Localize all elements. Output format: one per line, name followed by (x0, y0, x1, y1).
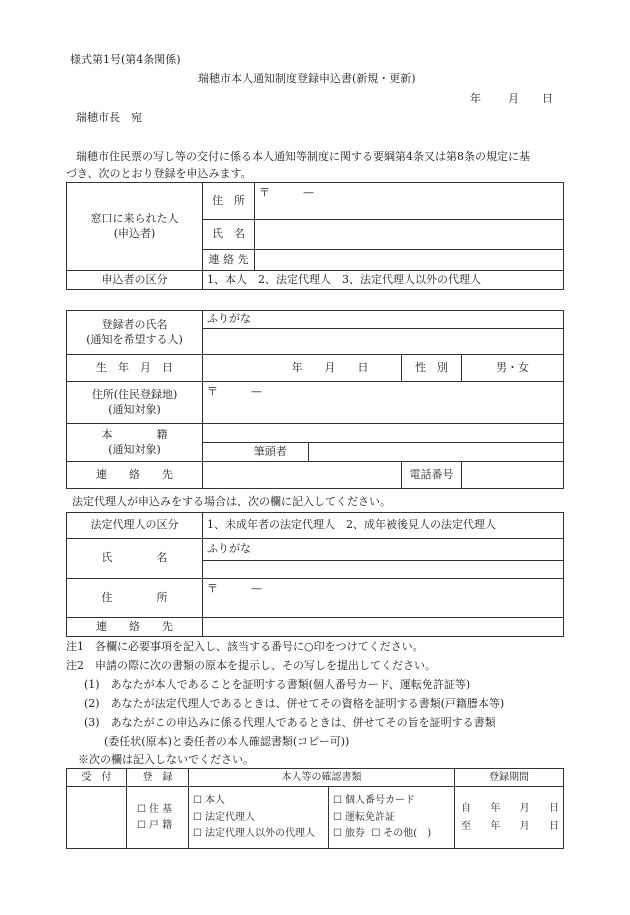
registrant-contact-label: 連 絡 先 (67, 462, 203, 489)
checkbox-icon (193, 828, 205, 839)
registrant-address-label-2: (通知対象) (108, 402, 161, 416)
doc-option-other-label: その他( ) (383, 828, 432, 840)
intro-line-2: づき、次のとおり登録を申込みます。 (66, 167, 252, 180)
doc-option-other-agent-label: 法定代理人以外の代理人 (204, 828, 315, 840)
register-option-juki[interactable] (137, 803, 184, 817)
registrant-postal-mark: 〒 — (207, 385, 262, 398)
registrant-honseki-label (67, 424, 203, 462)
note-2-item-1: (1) あなたが本人であることを証明する書類(個人番号カード、運転免許証等) (84, 678, 471, 691)
office-receipt-header: 受 付 (67, 769, 127, 787)
form-title: 瑞穂市本人通知制度登録申込書(新規・更新) (198, 72, 416, 85)
checkbox-icon (193, 812, 205, 823)
form-number: 様式第1号(第4条関係) (70, 53, 181, 66)
registrant-sex-field[interactable]: 男・女 (462, 355, 564, 382)
period-to-row (461, 820, 559, 834)
registrant-phone-field[interactable] (462, 462, 564, 489)
period-from-row (461, 802, 559, 816)
registrant-phone-label: 電話番号 (402, 462, 462, 489)
period-to-label: 至 (461, 820, 471, 832)
registrant-birth-label: 生 年 月 日 (67, 355, 203, 382)
applicant-name-label: 氏 名 (203, 220, 255, 250)
doc-option-self[interactable] (193, 794, 324, 808)
registrant-honseki-label-2: (通知対象) (108, 442, 161, 456)
legal-rep-name-label: 氏 名 (67, 539, 203, 579)
office-receipt-cell (67, 787, 127, 849)
date-day-label: 日 (542, 92, 553, 105)
legal-rep-contact-label: 連 絡 先 (67, 618, 203, 637)
office-use-table (66, 768, 564, 849)
doc-option-row-3 (333, 827, 450, 841)
registrant-address-field[interactable] (203, 382, 564, 424)
doc-option-other-agent[interactable] (193, 827, 324, 841)
registrant-contact-field[interactable] (203, 462, 402, 489)
office-register-cell (127, 787, 189, 849)
period-to-day: 日 (548, 820, 559, 832)
registrant-address-label (67, 382, 203, 424)
applicant-group-label (67, 183, 203, 271)
intro-line-1: 瑞穂市住民票の写し等の交付に係る本人通知等制度に関する要綱第4条又は第8条の規定に基 (76, 150, 530, 163)
note-2-item-3-detail: (委任状(原本)と委任者の本人確認書類(コピー可)) (104, 735, 350, 748)
registrant-name-field[interactable] (203, 329, 564, 355)
legal-rep-furigana-field[interactable] (203, 539, 564, 561)
doc-option-other[interactable] (371, 828, 431, 839)
applicant-group-label-1: 窓口に来られた人 (90, 211, 179, 225)
date-year-label: 年 (470, 92, 481, 105)
registrant-honseki-field[interactable] (203, 424, 564, 443)
applicant-address-label: 住 所 (203, 183, 255, 220)
doc-option-legal-rep-label: 法定代理人 (204, 811, 255, 823)
legal-rep-category-options[interactable]: 1、未成年者の法定代理人 2、成年被後見人の法定代理人 (203, 513, 564, 539)
legal-rep-furigana-label: ふりがな (207, 542, 251, 556)
checkbox-icon (333, 828, 345, 839)
legal-rep-name-field[interactable] (203, 561, 564, 579)
legal-rep-postal-mark: 〒 — (207, 582, 262, 595)
honseki-blank-cell (203, 443, 233, 462)
office-docs-cell-b (329, 787, 455, 849)
office-use-note: ※次の欄は記入しないでください。 (78, 753, 254, 766)
registrant-birth-field[interactable]: 年 月 日 (203, 355, 402, 382)
registrant-table (66, 310, 564, 489)
addressee: 瑞穂市長 宛 (76, 111, 142, 124)
doc-option-mynumber[interactable] (333, 794, 450, 808)
note-2-item-3: (3) あなたがこの申込みに係る代理人であるときは、併せてその旨を証明する書類 (84, 716, 496, 729)
registrant-name-label-1: 登録者の氏名 (101, 317, 168, 331)
legal-rep-category-label: 法定代理人の区分 (67, 513, 203, 539)
checkbox-icon (333, 812, 345, 823)
note-2-item-2: (2) あなたが法定代理人であるときは、併せてその資格を証明する書類(戸籍謄本等) (84, 697, 505, 710)
registrant-name-label-2: (通知を希望する人) (86, 332, 183, 346)
registrant-honseki-label-1: 本 籍 (101, 427, 168, 441)
registrant-head-label: 筆頭者 (233, 443, 309, 462)
checkbox-icon (137, 820, 149, 831)
register-option-juki-label: 住 基 (148, 803, 173, 815)
doc-option-license-label: 運転免許証 (344, 811, 395, 823)
registrant-sex-label: 性 別 (402, 355, 462, 382)
applicant-category-label: 申込者の区分 (67, 271, 203, 290)
checkbox-icon (371, 828, 383, 839)
applicant-contact-field[interactable] (255, 250, 564, 271)
office-docs-header: 本人等の確認書類 (189, 769, 455, 787)
register-option-koseki[interactable] (137, 819, 184, 833)
office-period-cell (455, 787, 564, 849)
applicant-postal-mark: 〒 — (259, 186, 314, 199)
registrant-furigana-label: ふりがな (207, 312, 251, 326)
applicant-group-label-2: (申込者) (113, 226, 156, 240)
checkbox-icon (333, 795, 345, 806)
doc-option-self-label: 本人 (204, 795, 225, 807)
period-from-label: 自 (461, 803, 471, 814)
period-from-day: 日 (548, 803, 559, 814)
period-from-month: 月 (519, 803, 530, 814)
doc-option-mynumber-label: 個人番号カード (344, 795, 415, 807)
register-option-koseki-label: 戸 籍 (148, 820, 173, 831)
doc-option-passport-label: 旅券 (344, 828, 365, 840)
note-1: 注1 各欄に必要事項を記入し、該当する番号に○印をつけてください。 (66, 640, 424, 653)
office-register-header: 登 録 (127, 769, 189, 787)
registrant-furigana-field[interactable] (203, 311, 564, 329)
applicant-category-options[interactable]: 1、本人 2、法定代理人 3、法定代理人以外の代理人 (203, 271, 564, 290)
period-to-year: 年 (490, 820, 501, 832)
period-to-month: 月 (519, 820, 530, 832)
registrant-address-label-1: 住所(住民登録地) (91, 387, 178, 401)
legal-rep-address-label: 住 所 (67, 579, 203, 618)
doc-option-legal-rep[interactable] (193, 811, 324, 825)
applicant-address-field[interactable] (255, 183, 564, 220)
applicant-name-field[interactable] (255, 220, 564, 250)
legal-rep-table (66, 512, 564, 637)
note-2: 注2 申請の際に次の書類の原本を提示し、その写しを提出してください。 (66, 659, 436, 672)
checkbox-icon (137, 804, 149, 815)
doc-option-license[interactable] (333, 811, 450, 825)
legal-rep-contact-field[interactable] (203, 618, 564, 637)
applicant-contact-label: 連 絡 先 (203, 250, 255, 271)
checkbox-icon (193, 795, 205, 806)
legal-rep-lead: 法定代理人が申込みをする場合は、次の欄に記入してください。 (72, 495, 391, 508)
date-month-label: 月 (508, 92, 519, 105)
registrant-head-field[interactable] (309, 443, 564, 462)
legal-rep-address-field[interactable] (203, 579, 564, 618)
office-period-header: 登録期間 (455, 769, 564, 787)
doc-option-passport[interactable] (333, 828, 365, 839)
office-docs-cell-a (189, 787, 329, 849)
applicant-table (66, 182, 564, 290)
registrant-name-label (67, 311, 203, 355)
period-from-year: 年 (490, 803, 501, 814)
